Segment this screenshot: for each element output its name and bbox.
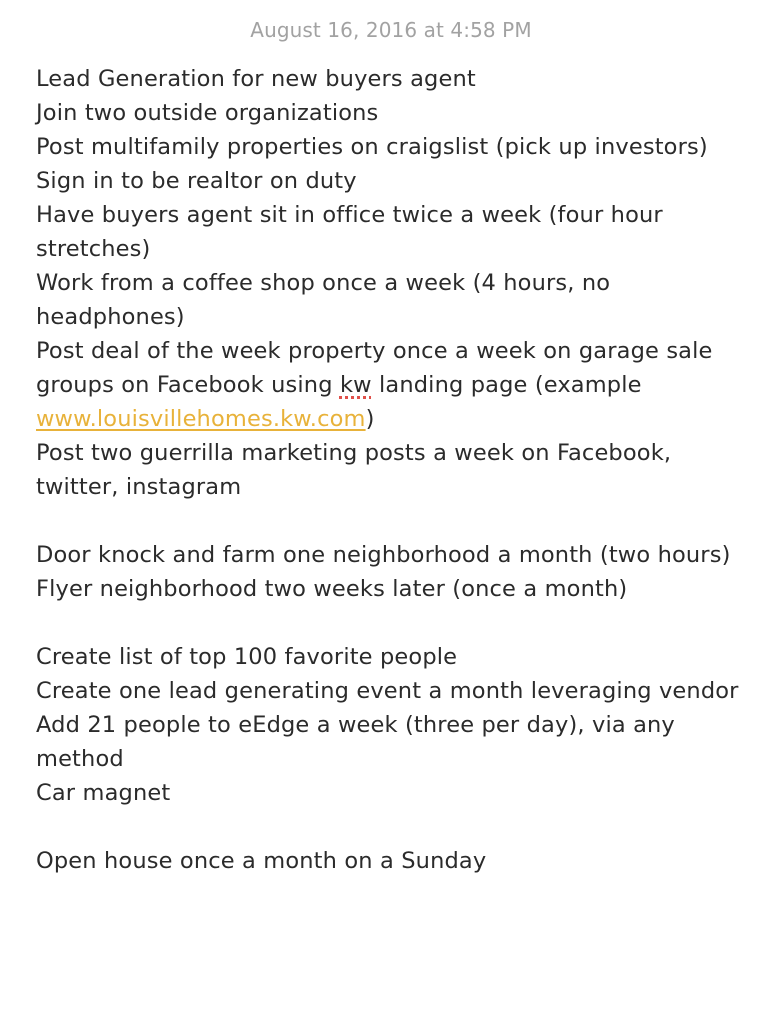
- note-line: Sign in to be realtor on duty: [36, 168, 357, 194]
- note-line: Create list of top 100 favorite people: [36, 644, 458, 670]
- note-line: Open house once a month on a Sunday: [36, 848, 487, 874]
- note-text-segment: Post deal of the week property once a week on garage sale groups on Facebook using: [36, 338, 713, 398]
- note-line: Post two guerrilla marketing posts a week on Facebook, twitter, instagram: [36, 440, 672, 500]
- note-text-segment: landing page (example: [371, 372, 642, 398]
- note-line: [36, 334, 756, 436]
- note-text-segment: ): [365, 406, 375, 432]
- note-line: Work from a coffee shop once a week (4 hours, no headphones): [36, 270, 611, 330]
- blank-line: [36, 606, 756, 640]
- misspelled-word[interactable]: kw: [339, 372, 372, 398]
- blank-line: [36, 504, 756, 538]
- note-body[interactable]: [36, 62, 756, 878]
- note-line: Have buyers agent sit in office twice a week (four hour stretches): [36, 202, 663, 262]
- note-line: Flyer neighborhood two weeks later (once a month): [36, 576, 628, 602]
- note-line: Lead Generation for new buyers agent: [36, 66, 476, 92]
- website-link[interactable]: www.louisvillehomes.kw.com: [36, 406, 366, 432]
- note-line: Join two outside organizations: [36, 100, 379, 126]
- note-line: Post multifamily properties on craigslist (pick up investors): [36, 134, 708, 160]
- blank-line: [36, 810, 756, 844]
- note-line: Car magnet: [36, 780, 171, 806]
- note-line: Add 21 people to eEdge a week (three per day), via any method: [36, 712, 675, 772]
- note-line: Create one lead generating event a month leveraging vendor: [36, 678, 739, 704]
- note-timestamp: August 16, 2016 at 4:58 PM: [250, 18, 532, 42]
- note-line: Door knock and farm one neighborhood a month (two hours): [36, 542, 731, 568]
